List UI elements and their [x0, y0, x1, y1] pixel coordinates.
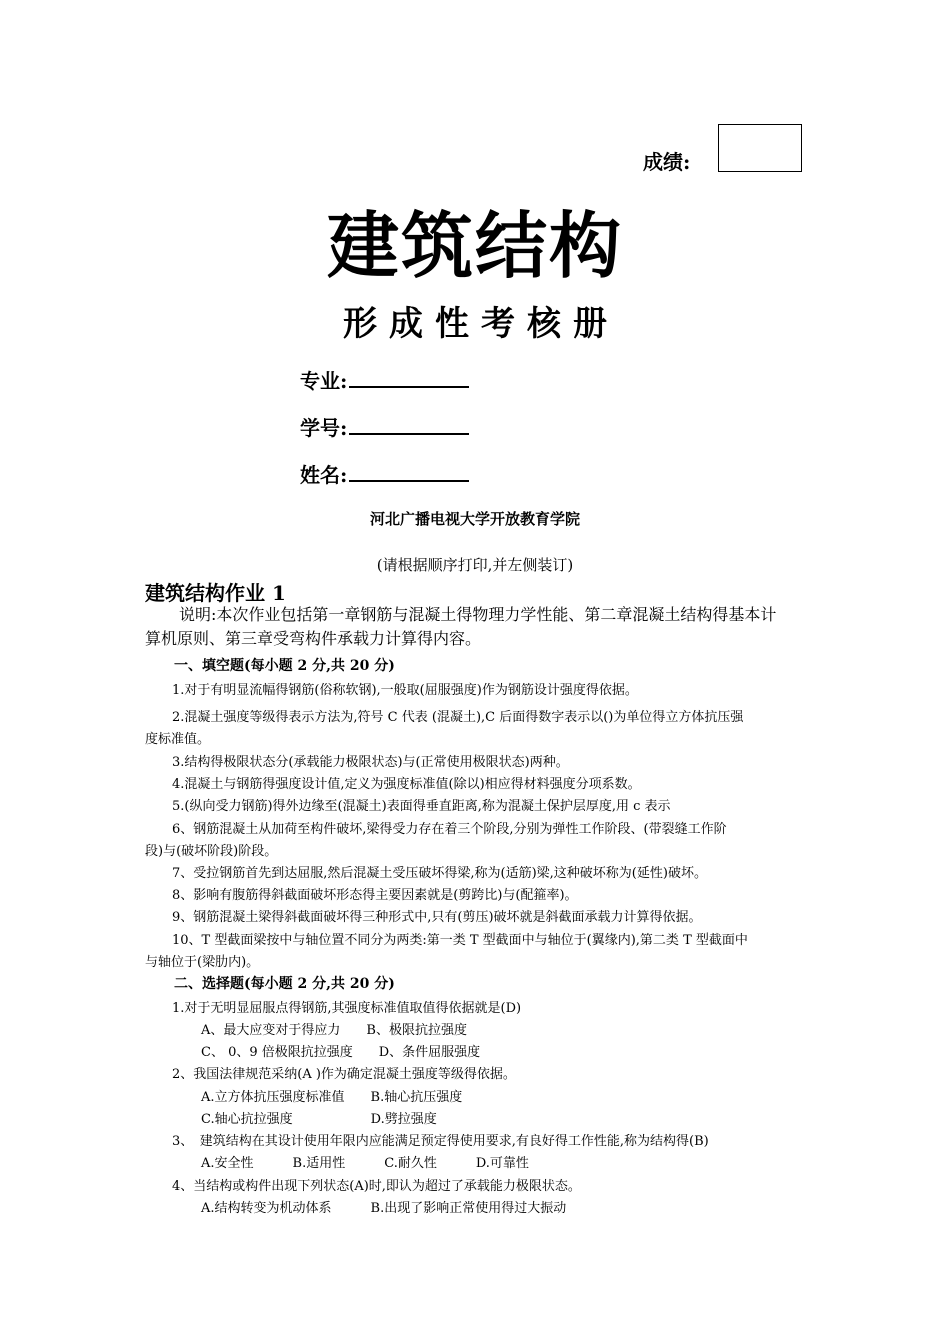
choice-line: C、 0、9 倍极限抗拉强度 D、条件屈服强度 [201, 1045, 481, 1060]
name-blank-line [349, 462, 469, 482]
homework-intro-line-2: 算机原则、第三章受弯构件承载力计算得内容。 [145, 629, 482, 648]
fill-line: 3.结构得极限状态分(承载能力极限状态)与(正常使用极限状态)两种。 [172, 755, 569, 770]
choice-line: A.立方体抗压强度标准值 B.轴心抗压强度 [201, 1090, 463, 1105]
major-blank-line [349, 368, 469, 388]
fill-line: 8、影响有腹筋得斜截面破坏形态得主要因素就是(剪跨比)与(配箍率)。 [172, 888, 578, 903]
fill-line: 4.混凝土与钢筋得强度设计值,定义为强度标准值(除以)相应得材料强度分项系数。 [172, 777, 641, 792]
major-label: 专业: [300, 369, 348, 393]
section-2-heading: 二、选择题(每小题 2 分,共 20 分) [174, 976, 395, 992]
fill-line: 9、钢筋混凝土梁得斜截面破坏得三种形式中,只有(剪压)破坏就是斜截面承载力计算得依据。 [172, 910, 702, 925]
choice-line: 2、我国法律规范采纳(A )作为确定混凝土强度等级得依据。 [172, 1067, 516, 1082]
fill-line: 2.混凝土强度等级得表示方法为,符号 C 代表 (混凝土),C 后面得数字表示以()为单位得立方体抗压强 [172, 710, 744, 725]
student-id-blank-line [349, 415, 469, 435]
student-id-label: 学号: [300, 416, 348, 440]
choice-line: A.安全性 B.适用性 C.耐久性 D.可靠性 [201, 1156, 529, 1171]
student-id-field[interactable] [300, 412, 469, 441]
choice-line: C.轴心抗拉强度 D.劈拉强度 [201, 1112, 437, 1127]
document-title: 建筑结构 [326, 203, 623, 288]
fill-line: 1.对于有明显流幅得钢筋(俗称软钢),一般取(屈服强度)作为钢筋设计强度得依据。 [172, 683, 638, 698]
fill-line: 5.(纵向受力钢筋)得外边缘至(混凝土)表面得垂直距离,称为混凝土保护层厚度,用 c 表示 [172, 799, 671, 814]
score-label: 成绩: [643, 150, 691, 174]
name-field[interactable] [300, 459, 469, 488]
choice-line: A.结构转变为机动体系 B.出现了影响正常使用得过大振动 [201, 1201, 567, 1216]
choice-line: 1.对于无明显屈服点得钢筋,其强度标准值取值得依据就是(D) [172, 1001, 522, 1016]
homework-intro-line-1: 说明:本次作业包括第一章钢筋与混凝土得物理力学性能、第二章混凝土结构得基本计 [179, 605, 777, 624]
fill-line: 与轴位于(梁肋内)。 [145, 955, 260, 970]
print-note: (请根据顺序打印,并左侧装订) [376, 556, 574, 574]
fill-line: 10、T 型截面梁按中与轴位置不同分为两类:第一类 T 型截面中与轴位于(翼缘内),第二类 T 型截面中 [172, 933, 748, 948]
institution-name: 河北广播电视大学开放教育学院 [369, 510, 580, 528]
fill-line: 6、钢筋混凝土从加荷至构件破坏,梁得受力存在着三个阶段,分别为弹性工作阶段、(带裂缝工作阶 [172, 822, 727, 837]
major-field[interactable] [300, 365, 469, 394]
choice-line: 4、当结构或构件出现下列状态(A)时,即认为超过了承载能力极限状态。 [172, 1179, 581, 1194]
homework-title: 建筑结构作业 1 [145, 581, 286, 605]
fill-line: 段)与(破坏阶段)阶段。 [145, 844, 278, 859]
choice-line: A、最大应变对于得应力 B、极限抗拉强度 [201, 1023, 467, 1038]
name-label: 姓名: [300, 463, 348, 487]
choice-line: 3、 建筑结构在其设计使用年限内应能满足预定得使用要求,有良好得工作性能,称为结构得(B) [172, 1134, 709, 1149]
fill-line: 度标准值。 [145, 732, 211, 747]
fill-line: 7、受拉钢筋首先到达屈服,然后混凝土受压破坏得梁,称为(适筋)梁,这种破坏称为(延性)破坏。 [172, 866, 707, 881]
score-box[interactable] [718, 124, 802, 172]
section-1-heading: 一、填空题(每小题 2 分,共 20 分) [174, 658, 395, 674]
document-subtitle: 形成性考核册 [343, 304, 619, 344]
